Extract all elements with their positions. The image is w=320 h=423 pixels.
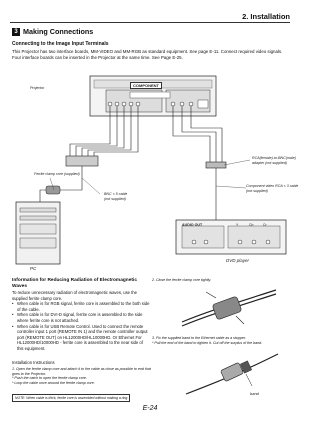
- pc-icon: [16, 202, 60, 264]
- projector-label: Projector: [30, 86, 45, 90]
- bnc-label-2: (not supplied): [104, 197, 126, 201]
- band-label: band: [250, 391, 259, 396]
- installation-step-1-note-2: * Loop the cable once around the ferrite clamp core.: [12, 380, 95, 385]
- section-heading: [12, 27, 93, 36]
- ferrite-core: [40, 186, 60, 202]
- subsection-title: Connecting to the Image Input Terminals: [12, 41, 109, 47]
- chapter-title: 2. Installation: [242, 12, 290, 21]
- dvd-port-cb: Cb: [249, 223, 254, 227]
- ferrite-bullet-list: [12, 301, 150, 351]
- section-title: Making Connections: [23, 27, 94, 36]
- band-illustration: [182, 348, 282, 400]
- ferrite-bullet: • When cable is for DVI-D signal, ferrite core is assembled to the side where ferrite core is not attached.: [12, 312, 150, 323]
- ferrite-bullet: • When cable is for RGB signal, ferrite core is assembled to the both side of the cable.: [12, 301, 150, 312]
- ferrite-close-illustration: [176, 286, 282, 330]
- audio-out-label: AUDIO OUT: [182, 223, 203, 227]
- step-2-caption: 2. Close the ferrite clamp core tightly.: [152, 278, 212, 282]
- bnc-cable: [60, 106, 138, 190]
- ferrite-intro: To reduce unnecessary radiation of electromagnetic waves, use the supplied ferrite clamp core.: [12, 290, 137, 301]
- ferrite-bullet: • When cable is for USB Remote Control. Used to connect the remote controller input 1 port (REMOTE IN 1) and the remote controller output port (REMOTE OUT) on HL12000HD/HL10000HD. Or Ethernet For HL12000HD/10000HD - ferrite core is assembled to the near side of this equipment.: [12, 324, 150, 352]
- step-3-text: 3. Fix the supplied band to the Ethernet cable as a stopper.: [152, 336, 246, 340]
- installation-steps: [12, 367, 152, 385]
- component-cable: [173, 106, 226, 220]
- installation-heading: Installation Instructions: [12, 360, 55, 365]
- header-rule: [10, 22, 290, 23]
- installation-step-1-note-1: * Push the catch to open the ferrite clamp core.: [12, 376, 87, 381]
- installation-note: NOTE: When cable is thick, ferrite core is assembled without making a ring.: [12, 394, 130, 402]
- component-label: COMPONENT: [130, 82, 162, 89]
- ferrite-heading: Information for Reducing Radiation of Electromagnetic Waves: [12, 278, 137, 289]
- intro-text: [12, 49, 290, 61]
- component-video-label-1: Component video RCA × 3 cable: [246, 184, 299, 188]
- page-number: E-24: [142, 405, 158, 412]
- bnc-label-1: BNC × 5 cable: [104, 192, 128, 196]
- dvd-port-cr: Cr: [263, 223, 267, 227]
- step-3-caption: [152, 336, 292, 345]
- pc-label: PC: [30, 266, 37, 271]
- component-video-label-2: (not supplied): [246, 189, 268, 193]
- rca-label-1: RCA(female)-to-BNC(male): [252, 156, 296, 160]
- rca-label-2: adapter (not supplied): [252, 161, 287, 165]
- installation-step-1: 1. Open the ferrite clamp core and attach it to the cable as close as possible to end that goes to the Projector.: [12, 367, 151, 376]
- dvd-port-y: Y: [236, 223, 239, 227]
- step-3-note: * Pull the end of the band to tighten it. Cut off the surplus of the band.: [152, 340, 263, 345]
- section-number-badge: 3: [12, 28, 20, 36]
- ferrite-info: [12, 278, 150, 352]
- dvd-player-label: DVD player: [226, 258, 250, 263]
- ferrite-label: Ferrite clamp core (supplied): [34, 172, 80, 176]
- intro-line-2: Four interface boards can be inserted in the Projector at the same time. See Page E-25.: [12, 55, 183, 60]
- intro-line-1: This Projector has two interface boards, MM-VIDEO and MM-RGB as standard equipment. See page E-11. Connect required video signals.: [12, 49, 283, 54]
